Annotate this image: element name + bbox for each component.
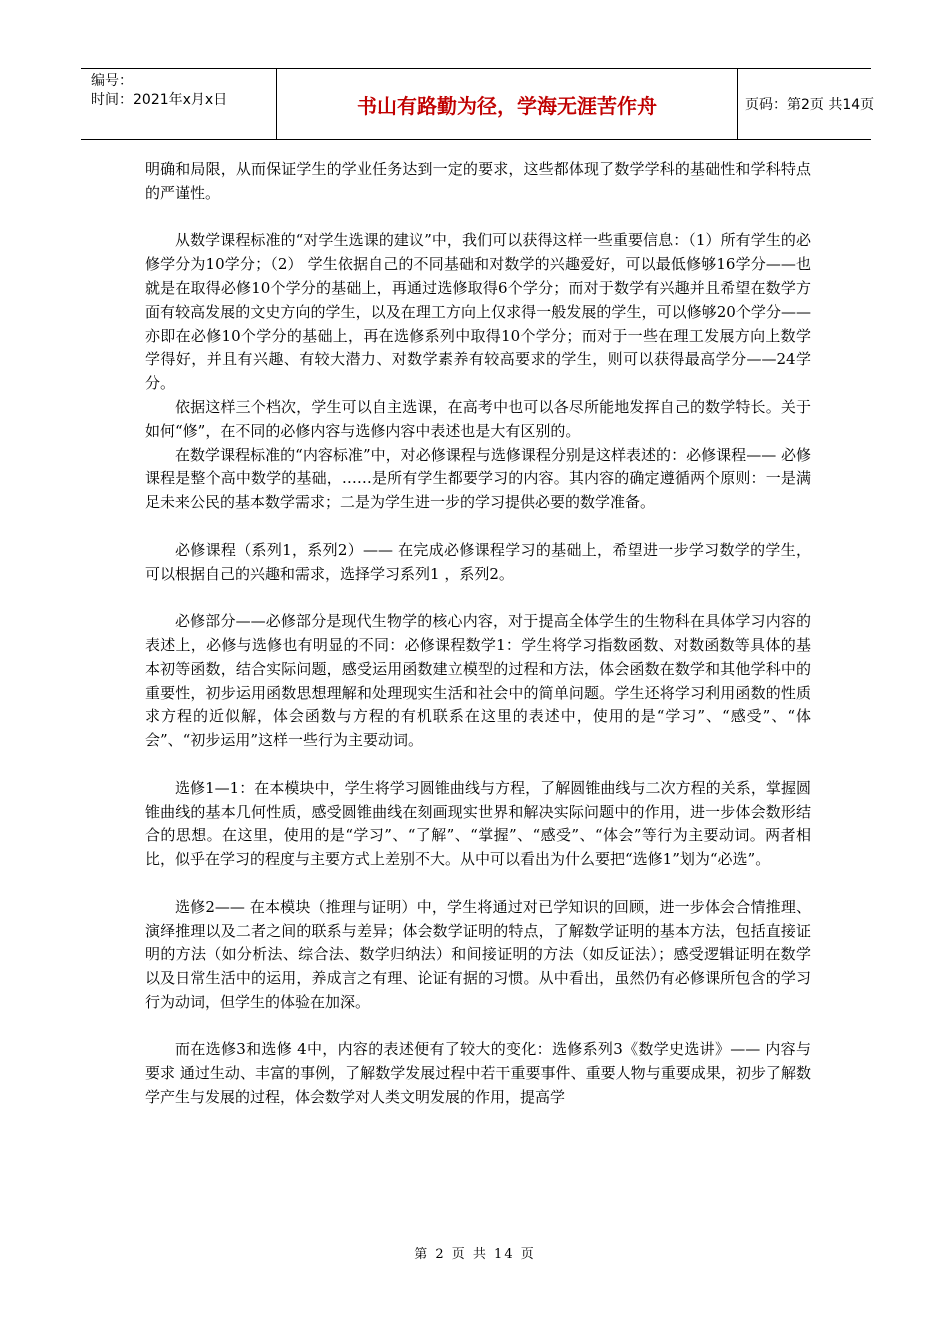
document-date-label: 时间：2021年x月x日 [91, 92, 228, 108]
paragraph: 而在选修3和选修 4中，内容的表述便有了较大的变化：选修系列3《数学史选讲》—— 内容与要求 通过生动、丰富的事例，了解数学发展过程中若干重要事件、重要人物与重要成果，初步了解数学产生与发展的过程，体会数学对人类文明发展的作用，提高学 [145, 1040, 811, 1107]
paragraph: 必修部分——必修部分是现代生物学的核心内容，对于提高全体学生的生物科在具体学习内容的表述上，必修与选修也有明显的不同：必修课程数学1：学生将学习指数函数、对数函数等具体的基本初等函数，结合实际问题，感受运用函数建立模型的过程和方法，体会函数在数学和其他学科中的重要性，初步运用函数思想理解和处理现实生活和社会中的简单问题。学生还将学习利用函数的性质求方程的近似解，体会函数与方程的有机联系在这里的表述中，使用的是“学习”、“感受”、“体会”、“初步运用”这样一些行为主要动词。 [145, 612, 811, 750]
paragraph: 明确和局限，从而保证学生的学业任务达到一定的要求，这些都体现了数学学科的基础性和学科特点的严谨性。 [145, 160, 811, 202]
page-header [81, 68, 875, 140]
paragraph: 必修课程（系列1，系列2）—— 在完成必修课程学习的基础上，希望进一步学习数学的学生，可以根据自己的兴趣和需求，选择学习系列1 ，系列2。 [145, 540, 811, 583]
document-body [145, 158, 811, 1110]
paragraph: 从数学课程标准的“对学生选课的建议”中，我们可以获得这样一些重要信息：（1）所有学生的必修学分为10学分；（2） 学生依据自己的不同基础和对数学的兴趣爱好，可以最低修够16学分——也就是在取得必修10个学分的基础上，再通过选修取得6个学分；而对于数学有兴趣并且希望在数学方面有较高发展的文史方向的学生，以及在理工方向上仅求得一般发展的学生，可以修够20个学分——亦即在必修10个学分的基础上，再在选修系列中取得10个学分；而对于一些在理工发展方向上数学学得好，并且有兴趣、有较大潜力、对数学素养有较高要求的学生，则可以获得最高学分——24学分。 [145, 231, 811, 393]
header-page-code: 页码：第2页 共14页 [745, 97, 875, 113]
paragraph: 选修1—1：在本模块中，学生将学习圆锥曲线与方程，了解圆锥曲线与二次方程的关系，掌握圆锥曲线的基本几何性质，感受圆锥曲线在刻画现实世界和解决实际问题中的作用，进一步体会数形结合的思想。在这里，使用的是“学习”、“了解”、“掌握”、“感受”、“体会”等行为主要动词。两者相比，似乎在学习的程度与主要方式上差别不大。从中可以看出为什么要把“选修1”划为“必选”。 [145, 778, 811, 869]
header-motto: 书山有路勤为径，学海无涯苦作舟 [357, 94, 657, 118]
header-info-cell [81, 69, 276, 139]
paragraph: 依据这样三个档次，学生可以自主选课，在高考中也可以各尽所能地发挥自己的数学特长。关于如何“修”，在不同的必修内容与选修内容中表述也是大有区别的。 [145, 397, 811, 440]
page-footer: 第 2 页 共 14 页 [414, 1247, 536, 1262]
document-number-label: 编号： [91, 73, 133, 89]
paragraph: 选修2—— 在本模块（推理与证明）中，学生将通过对已学知识的回顾，进一步体会合情推理、演绎推理以及二者之间的联系与差异；体会数学证明的特点，了解数学证明的基本方法，包括直接证明的方法（如分析法、综合法、数学归纳法）和间接证明的方法（如反证法）；感受逻辑证明在数学以及日常生活中的运用，养成言之有理、论证有据的习惯。从中看出，虽然仍有必修课所包含的学习行为动词，但学生的体验在加深。 [145, 897, 811, 1011]
header-page-cell [737, 69, 875, 139]
header-motto-cell [276, 69, 738, 139]
paragraph: 在数学课程标准的“内容标准”中，对必修课程与选修课程分别是这样表述的：必修课程—— 必修课程是整个高中数学的基础，……是所有学生都要学习的内容。其内容的确定遵循两个原则：一是满足未来公民的基本数学需求；二是为学生进一步的学习提供必要的数学准备。 [145, 445, 811, 512]
